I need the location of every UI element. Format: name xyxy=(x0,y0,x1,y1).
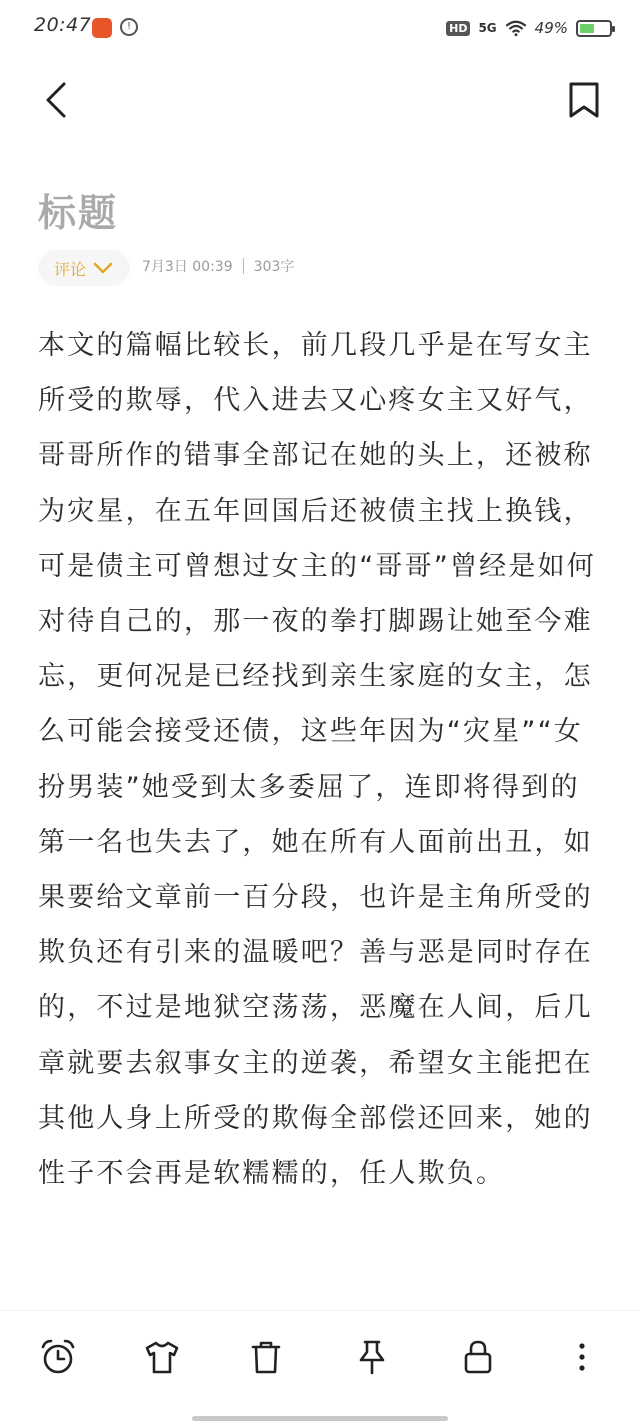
lock-icon xyxy=(459,1338,497,1376)
app-notification-icon xyxy=(92,18,112,38)
bookmark-icon xyxy=(562,78,606,122)
battery-icon xyxy=(576,20,612,37)
delete-button[interactable] xyxy=(244,1335,288,1379)
status-time: 20:47 xyxy=(34,14,92,36)
wifi-icon xyxy=(505,19,527,37)
note-meta xyxy=(142,256,294,276)
signal-icon: 5G xyxy=(478,21,497,35)
comment-label: 评论 xyxy=(53,259,86,279)
shirt-icon xyxy=(143,1338,181,1376)
more-vertical-icon xyxy=(563,1338,601,1376)
chevron-down-icon xyxy=(92,261,114,275)
meta-divider xyxy=(243,258,244,274)
note-body[interactable]: 本文的篇幅比较长，前几段几乎是在写女主所受的欺辱，代入进去又心疼女主又好气，哥哥所作的错事全部记在她的头上，还被称为灾星，在五年回国后还被债主找上换钱，可是债主可曾想过女主的“哥哥”曾经是如何对待自己的，那一夜的拳打脚踢让她至今难忘，更何况是已经找到亲生家庭的女主，怎么可能会接受还债，这些年因为“灾星”“女扮男装”她受到太多委屈了，连即将得到的第一名也失去了，她在所有人面前出丑，如果要给文章前一百分段，也许是主角所受的欺负还有引来的温暖吧？善与恶是同时存在的，不过是地狱空荡荡，恶魔在人间，后几章就要去叙事女主的逆袭，希望女主能把在其他人身上所受的欺侮全部偿还回来，她的性子不会再是软糯糯的，任人欺负。 xyxy=(38,330,596,1190)
chevron-left-icon xyxy=(36,78,80,122)
note-date: 7月3日 00:39 xyxy=(142,259,233,275)
bookmark-button[interactable] xyxy=(562,78,606,122)
comment-button[interactable] xyxy=(38,250,130,286)
word-count: 303字 xyxy=(253,259,295,275)
note-title[interactable]: 标题 xyxy=(38,190,119,235)
reminder-button[interactable] xyxy=(36,1335,80,1379)
back-button[interactable] xyxy=(36,78,80,122)
lock-button[interactable] xyxy=(456,1335,500,1379)
hd-badge: HD xyxy=(446,21,470,36)
pin-icon xyxy=(353,1338,391,1376)
trash-icon xyxy=(247,1338,285,1376)
alarm-clock-icon xyxy=(39,1338,77,1376)
battery-percent: 49% xyxy=(534,19,568,37)
notification-badge-icon: ! xyxy=(120,18,138,36)
home-indicator[interactable] xyxy=(192,1416,448,1421)
status-bar xyxy=(0,0,640,56)
pin-button[interactable] xyxy=(350,1335,394,1379)
more-button[interactable] xyxy=(560,1335,604,1379)
bottom-toolbar xyxy=(0,1310,640,1401)
status-indicators xyxy=(446,14,612,42)
theme-button[interactable] xyxy=(140,1335,184,1379)
